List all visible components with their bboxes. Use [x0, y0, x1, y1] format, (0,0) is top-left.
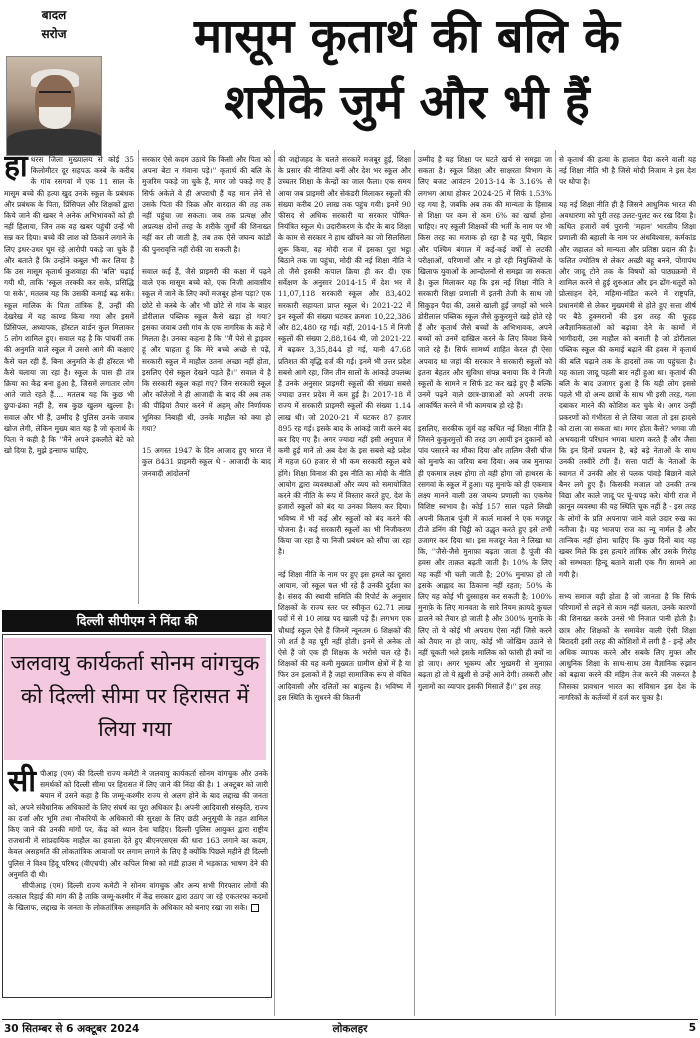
headline — [118, 4, 696, 136]
sidebar-box-title: जलवायु कार्यकर्ता सोनम वांगचुक को दिल्ली सीमा पर हिरासत में लिया गया — [4, 638, 266, 760]
author-photo — [6, 56, 102, 156]
author-first-name: बादल — [41, 8, 67, 22]
article-dropcap: हा — [4, 154, 28, 184]
column-divider — [414, 150, 415, 1016]
article-column-4: उम्मीद है यह शिक्षा पर घटते खर्च से समझा जा सकता है। स्कूल शिक्षा और साक्षरता विभाग के लिए बजट आवंटन 2013-14 के 3.16% से लगभग आधा होकर 2024-25 में सिर्फ 1.53% रह गया है, जबकि अब तक की मान्यता के हिसाब से शिक्षा पर कम से कम 6% का खर्चा होना चाहिए। नए स्कूली शिक्षकों की भर्ती के नाम पर भी किस तरह का मजाक हो रहा है यह यूपी, बिहार और पश्चिम बंगाल में कई-कई वर्षों से लटकी परीक्षाओं, परिणामों और न हो रही नियुक्तियों के खिलाफ युवाओं के आन्दोलनों से समझा जा सकता है। कुल मिलाकर यह कि इस नई शिक्षा नीति ने सरकारी शिक्षा प्रणाली में इतनी तेजी के साथ जो सिकुड़न पैदा की, उससे खाली हुई जगहों को भरने डोरीलाल पब्लिक स्कूल जैसे कुकुरमुत्ते खड़े होते रहे हैं और कृतार्थ जैसे बच्चों के अभिभावक, अपने बच्चों को उनमें दाखिल करने के लिए विवश किये जाते रहे हैं। सिर्फ सामर्थ्य शाहित केरल ही ऐसा अपवाद था जहां की सरकार ने सरकारी स्कूलों को इतना बेहतर और सुविधा संपन्न बनाया कि वे निजी स्कूलों के सामने न सिर्फ डट कर खड़े हुए हैं बल्कि उनमें पढ़ने वाले छात्र-छात्राओं को अपनी तरफ आकर्षित करने में भी कामयाब हो रहे हैं। इसलिए, सरकीक जुर्म वह कथित नई शिक्षा नीति है जिसने कुकुरमुत्तों की तरह उग आयीं इन दुकानों को पांव पसारने का मौका दिया और तालिम जैसी चीज को मुनाफे का जरिया बना दिया। अब जब मुनाफा ही एकमात्र लक्ष्य होगा तो वही होगा जो हाथरस के रसगवां के स्कूल में हुआ। यह मुनाफे को ही एकमात्र लक्ष्य मानने वाली उस जघन्य प्रणाली का एकमेव विशिष्ट स्वभाव है। कोई 157 साल पहले लिखी अपनी किताब पूंजी में कार्ल मार्क्स ने एक मजदूर टीजे डनिंग की चिट्ठी को उद्धृत करते हुए इसे तभी उजागर कर दिया था। इस मजदूर नेता ने लिखा था कि, ''जैसे-जैसे मुनाफ़ा बढ़ता जाता है पूंजी की हवस और ताक़त बढ़ती जाती है। 10% के लिए यह कहीं भी चली जाती है; 20% मुनाफ़ा हो तो इसके आह्लाद का ठिकाना नहीं रहता; 50% के लिए यह कोई भी दुस्साहस कर सकती है; 100% मुनाफ़े के लिए मानवता के सारे नियम क़ायदे कुचल डालने को तैयार हो जाती है और 300% मुनाफ़े के लिए तो ये कोई भी अपराध ऐसा नहीं जिसे करने को तैयार ना हो जाए, कोई भी जोखिम उठाने से नहीं चूकती भले इसके मालिक को फांसी ही क्यों ना हो जाए। अगर भूकम्प और भुखमरी से मुनाफ़ा बढ़ता हो तो ये ख़ुशी से उन्हें आने देगी। तस्करी और गुलामों का व्यापार इसकी मिसालें हैं।'' इस तरह — [418, 155, 552, 691]
column-divider — [138, 150, 139, 604]
article-column-1 — [4, 154, 134, 606]
headline-line-1: मासूम कृतार्थ की बलि के — [194, 9, 620, 64]
footer-publication: लोकलहर — [332, 1023, 368, 1035]
sidebar-box-header: दिल्ली सीपीएम ने निंदा की — [2, 610, 272, 632]
footer-rule — [2, 1019, 698, 1020]
column-divider — [555, 150, 556, 1016]
footer-date: 30 सितम्बर से 6 अक्टूबर 2024 — [4, 1023, 140, 1035]
author-last-name: सरोज — [41, 27, 67, 41]
footer-page-number: 5 — [688, 1022, 696, 1034]
column-divider — [274, 150, 275, 1016]
author-box — [4, 4, 104, 154]
sidebar-dropcap: सी — [8, 764, 37, 799]
article-col1-text: थरस जिला मुख्यालय से कोई 35 किलोमीटर दूर सहपऊ कस्बे के करीब के गांव रसगवां में एक 11 साल के मासूम बच्चे की हत्या खुद उनके स्कूल के प्रबंधक और प्रबंधक के पिता, प्रिंसिपल और शिक्षकों द्वारा किये जाने की खबर ने अनेक अभिभावकों को ही नहीं हिलाया, जिन तक वह खबर पहुंची उन्हें भी सन्न कर दिया। बच्चे की लाश को ठिकाने लगाने के लिए इधर-उधर घूम रहे आरोपी पकड़े जा चुके हैं और बताते हैं कि उन्होंने कबूल भी कर लिया है कि उस मासूम कृतार्थ कुशवाहा की 'बलि' चढ़ाई गयी थी, ताकि 'स्कूल तरक्की कर सके, प्रसिद्धि पा सके', मतलब यह कि उसकी कमाई बढ़ सके। स्कूल मालिक के पिता तांत्रिक हैं, उन्हीं की देखरेख में यह काण्ड किया गया और इसमें प्रिंसिपल, अध्यापक, हॉस्टल वार्डन कुल मिलाकर 5 लोग शामिल हुए। सवाल यह है कि पांचवीं तक की अनुमति वाले स्कूल में उससे आगे की कक्षाएं कैसे चल रही हैं, बिना अनुमति के ही हॉस्टल भी कैसे चलाया जा रहा है। स्कूल के पास ही तंत्र क्रिया का केंद्र बना हुआ है, जिसमें लगातार लोग आते जाते रहते हैं.... मतलब यह कि कुछ भी छुपा-ढंका नहीं है, सब कुछ खुलम खुल्ला है। सवाल और भी हैं, उम्मीद है पुलिस उनके जवाब खोज लेगी, लेकिन मुख्य बात यह है जो कृतार्थ के पिता ने कही है कि ''मैंने अपने इकलौते बेटे को खो दिया है, मुझे इन्साफ चाहिए, — [4, 155, 134, 456]
end-mark-icon — [251, 904, 259, 912]
article-column-2: सरकार ऐसे कदम उठाये कि किसी और पिता को अपना बेटा न गंवाना पड़े।'' कृतार्थ की बलि के मुजरिम पकड़े जा चुके हैं, मगर जो पकड़े गए हैं सिर्फ अकेले वे ही अपराधी हैं यह मान लेने से उसके पिता की फ़िक्र और वारदात की तह तक नहीं पहुंचा जा सकता। जब तक प्रत्यक्ष और अप्रत्यक्ष दोनों तरह के शरीके जुर्मों की शिनाख्त नहीं कर ली जाती है, तब तक ऐसे जघन्य कांडों की पुनरावृत्ति नहीं रोकी जा सकती है। सवाल कई हैं, जैसे प्राइमरी की कक्षा में पढ़ने वाले एक मासूम बच्चे को, एक निजी आवासीय स्कूल में जाने के लिए क्यों मजबूर होना पड़ा? एक छोटे से कस्बे के और भी छोटे से गांव के बाहर डोरीलाल पब्लिक स्कूल कैसे खड़ा हो गया? इसका जवाब उसी गांव के एक नागरिक के कहे में मिलता है। उनका कहना है कि ''मैं पेसे से ड्राइवर हूं और चाहता हूं कि मेरे बच्चे अच्छे से पढ़ें, सरकारी स्कूल में माहौल उतना अच्छा नहीं होता, इसलिए ऐसे स्कूल देखने पड़ते हैं।'' सवाल ये है कि सरकारी स्कूल कहां गए? जिन सरकारी स्कूल और कॉलेजों ने ही आजादी के बाद की अब तक की पीढ़ियां तैयार करने में अहम् और निर्णायक भूमिका निबाही थी, उनके माहौल को क्या हो गया? 15 अगस्त 1947 के दिन आजाद हुए भारत में कुल 8431 प्राइमरी स्कूल थे - आजादी के बाद जनवादी आंदोलनों — [142, 155, 271, 478]
sidebar-para-2: सीपीआइ (एम) दिल्ली राज्य कमेटी ने सोनम वांगचुक और अन्य सभी गिरफ्तार लोगों की तत्काल रिहाई की मांग की है ताकि जम्मू-कश्मीर में केंद्र सरकार द्वारा उठाए जा रहे एकतरफा कदमों के खिलाफ, लद्दाख के जनता के लोकतांत्रिक असहमति के अधिकार को बनाए रखा जा सके। — [8, 881, 268, 913]
article-column-3: की जद्दोजहद के चलते सरकारें मजबूर हुईं, शिक्षा के प्रसार की नीतियां बनीं और देश भर स्कूल और उच्चतर शिक्षा के केन्द्रों का जाल फैला। एक समय आया जब प्राइमरी और सेकंडरी मिलाकर स्कूलों की संख्या करीब 20 लाख तक पहुंच गयी। इनमें 90 फीसद से अधिक सरकारी या सरकार पोषित-नियंत्रित स्कूल थे। उदारीकरण के दौर के बाद शिक्षा के काम से सरकार ने हाथ खींचने का जो सिलसिला शुरू किया, वह मोदी राज में इसका पूरा भट्ठा बिठाने तक जा पहुंचा, मोदी की नई शिक्षा नीति ने तो जैसे इसकी कपाल क्रिया ही कर दी। एक सर्वेक्षण के अनुसार 2014-15 में देश भर में 11,07,118 सरकारी स्कूल और 83,402 सरकारी सहायता प्राप्त स्कूल थे। 2021-22 में इन स्कूलों की संख्या घटकर क्रमशः 10,22,386 और 82,480 रह गई। वहीं, 2014-15 में निजी स्कूलों की संख्या 2,88,164 थी, जो 2021-22 में बढ़कर 3,35,844 हो गई, यानी 47.68 प्रतिशत की वृद्धि दर्ज की गई। इनमें भी उत्तर प्रदेश सबसे आगे रहा, जिन तीन सालों के आंकड़े उपलब्ध हैं उनके अनुसार प्राइमरी स्कूलों की संख्या सबसे ज्यादा उत्तर प्रदेश में कम हुई है। 2017-18 में राज्य में सरकारी प्राइमरी स्कूलों की संख्या 1.14 लाख थी। जो 2020-21 में घटकर 87 हजार 895 रह गई। इसके बाद के आंकड़े जारी करने बंद कर दिए गए हैं। अगर ज्यादा नहीं इसी अनुपात में कमी हुई मानें तो अब देश के इस सबसे बड़े प्रदेश में महज 60 हजार से भी कम सरकारी स्कूल बचे होंगे। शिक्षा विनाश की इस नीति का मोदी के नीति आयोग द्वारा व्यवस्थाओं और व्यय को समायोजित करने की नीति के रूप में विस्तार करते हुए, देश के हजारों स्कूलों को बंद या उनका विलय कर दिया। भविष्य में भी कई और स्कूलों को बंद करने की योजना है। कई सरकारी स्कूलों का भी निजीकरण किया जा रहा है या निजी प्रबंधन को सौंपा जा रहा है। नई शिक्षा नीति के नाम पर हुए इस हमले का दूसरा आयाम, जो स्कूल चल भी रहे हैं उनकी दुर्दशा का है। संसद की स्थायी समिति की रिपोर्ट के अनुसार शिक्षकों के राज्य स्तर पर स्वीकृत 62.71 लाख पदों में से 10 लाख पद खाली पड़े हैं। लगभग एक चौथाई स्कूल ऐसे हैं जिनमें न्यूनतम 6 शिक्षकों की जो शर्त है वह पूरी नहीं होती। इनमें से अनेक तो ऐसे हैं जो एक ही शिक्षक के भरोसे चल रहे हैं। शिक्षकों की यह कमी मुख्यतः ग्रामीण क्षेत्रों में है या फिर उन इलाकों में है जहां सामाजिक रूप से वंचित आदिवासी और दलितों का बाहुल्य है। भविष्य में इस स्थिति के सुधरने की कितनी — [278, 155, 411, 702]
article-column-5: से कृतार्थ की हत्या के हालात पैदा करने वाली यह नई शिक्षा नीति भी है जिसे मोदी निजाम ने इस देश पर थोपा है। यह नई शिक्षा नीति ही है जिसने आधुनिक भारत की अवधारणा को पूरी तरह उलट-पुलट कर रख दिया है। कथित हजारों वर्ष पुरानी 'महान' भारतीय शिक्षा प्रणाली की बहाली के नाम पर अंधविश्वास, कर्मकांड और जहालत को मान्यता और प्रतिष्ठा प्रदान की है। फलित ज्योतिष से लेकर अच्छी बहू बनने, पोंगापंथ और जादू टोने तक के विषयों को पाठ्यक्रमों में शामिल करने से हुई शुरुआत और इन ढोंग-धतूरों को प्रोत्साहन देने, महिमा-मंडित करने में राष्ट्रपति, प्रधानमंत्री से लेकर मुख्यमंत्री से होते हुए सत्ता शीर्ष पर बैठे हुक्मरानों की इस तरह की फूहड़ अवैज्ञानिकताओं को बढ़ावा देने के कामों में भागीदारी, उस माहौल को बनाती है जो डोरीलाल पब्लिक स्कूल की कमाई बढ़ाने की हवस में कृतार्थ की बलि चढ़ाने तक के हादसों तक जा पहुंचता है। यह काला जादू पहली बार नहीं हुआ था। कृतार्थ की बलि के बाद उजागर हुआ है कि यही लोग इससे पहले भी दो अन्य छात्रों के साथ भी इसी तरह, गला दबाकर मारने की कोशिश कर चुके थे। अगर उन्हीं प्रकरणों को गंभीरता से ले लिया जाता तो इस हादसे को टाला जा सकता था। मगर होता कैसे? भगवा जी अभयदानी परिधान भगवा धारण करते हैं और जैसा कि इन दिनों प्रचलन है, बड़े बड़े नेताओं के साथ उनकी तस्वीरें टंगी हैं। सत्ता पार्टी के नेताओं के स्वागत में उनकी ओर से पलक पांवड़े बिछाने वाले बैनर लगे हुए हैं। किसकी मजाल जो उनकी तन्त्र विद्या और काले जादू पर चूं-चपड़ करे। योगी राज में क़ानून व्यवस्था की यह स्थिति चूक नहीं है - इस तरह के लोगों के प्रति अपनापा जाने वाले उदार रुख का नतीजा है। यह भाजपा राज का न्यू नार्मल है और तान्त्रिक नहीं होना चाहिए कि कुछ दिनों बाद यह खबर मिले कि इस हत्यारे तांत्रिक और उसके गिरोह को सम्भवतः हिन्दू बताने वाली एक गैंग सामने आ गयी है। सभ्य समाज वही होता है जो जानता है कि सिर्फ परिणामों से लड़ने से काम नहीं चलता, उनके कारणों की शिनाख्त करके उनसे भी निजात पानी होती है। छात्र और शिक्षकों के समावेश वाली ऐसी शिक्षा बिरादरी इसी तरह की कोशिशों में लगी है - इन्हें और अधिक व्यापक करने और सबके लिए मुफ्त और आधुनिक शिक्षा के साथ-साथ उस वैज्ञानिक रुझान को बढ़ावा करने की महिम तेज करने की जरूरत है जिसका प्रावधान भारत का संविधान इस देश के नागरिकों के कर्तव्यों में दर्ज कर चुका है। — [559, 155, 696, 702]
sidebar-box-text — [8, 764, 268, 914]
sidebar-para-1: पीआइ (एम) की दिल्ली राज्य कमेटी ने जलवायु कार्यकर्ता सोनम वांगचुक और उनके समर्थकों को दिल्ली सीमा पर हिरासत में लिए जाने की निंदा की है। 1 अक्टूबर को जारी बयान में उसने कहा है कि जम्मू-कश्मीर राज्य से अलग होने के बाद लद्दाख की जनता को, अपने संवैधानिक अधिकारों के लिए संघर्ष का पूरा अधिकार है। अपनी आदिवासी संस्कृति, राज्य का दर्जा और भूमि तथा नौकरियों के अधिकारों की सुरक्षा के लिए छठी अनुसूची के तहत शामिल किए जाने की उनकी मांगों पर, केंद्र को ध्यान देना चाहिए। दिल्ली पुलिस आयुक्त द्वारा राष्ट्रीय राजधानी में सांप्रदायिक माहौल का हवाला देते हुए बीएनएसएस की धारा 163 लगाने का कदम, केवल असहमति की लोकतांत्रिक आवाजों पर लगाम लगाने के लिए है क्योंकि पिछले महीने ही दिल्ली पुलिस ने विश्व हिंदू परिषद (वीएचपी) और कपिल मिश्रा को मंडी हाउस में भड़काऊ भाषण देने की अनुमति दी थी। — [8, 769, 268, 879]
headline-line-2: शरीके जुर्म और भी हैं — [224, 75, 590, 130]
